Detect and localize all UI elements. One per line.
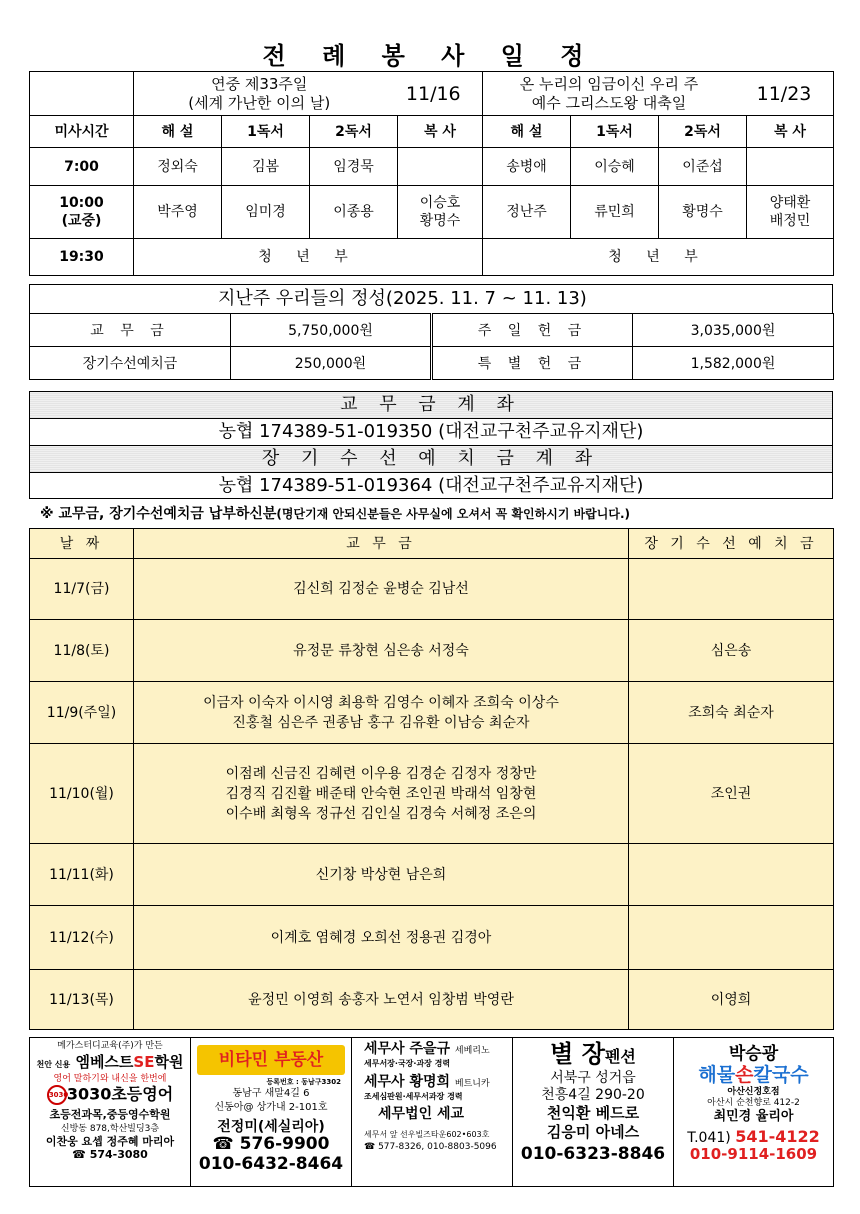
academy-name-a: 엠베스트 — [75, 1053, 134, 1072]
week1-date: 11/16 — [385, 75, 482, 113]
tax-firm: 세무법인 세교 — [378, 1105, 465, 1122]
tax-desc2: 조세심판원·세무서과장 경력 — [364, 1092, 463, 1102]
week1-feast-line2: (세계 가난한 이의 날) — [188, 93, 331, 112]
donor-row — [30, 844, 834, 906]
role-header: 1독서 — [222, 116, 310, 148]
academy-slogan: 영어 말하기와 내신을 한번에 — [53, 1073, 167, 1084]
noodle-mobile: 010-9114-1609 — [689, 1145, 818, 1164]
week2-feast-line1: 온 누리의 임금이신 우리 주 — [519, 74, 699, 93]
noodle-brand-b: 손 — [735, 1063, 754, 1086]
page-title: 전 례 봉 사 일 정 — [262, 42, 598, 70]
mass-time-value: 10:00 — [59, 195, 104, 211]
account1-value: 농협 174389-51-019350 (대전교구천주교유지재단) — [29, 418, 833, 445]
donor-kyomu: 이계호 염혜경 오희선 정용권 김경아 — [134, 906, 629, 970]
account2-value: 농협 174389-51-019364 (대전교구천주교유지재단) — [29, 472, 833, 499]
academy-logo-icon: 3030 — [47, 1085, 67, 1105]
server-name: 임경묵 — [310, 148, 398, 186]
week1-feast-line1: 연중 제33주일 — [211, 74, 308, 93]
noodle-brand — [674, 1065, 833, 1087]
pension-phone: 010-6323-8846 — [520, 1144, 666, 1165]
server-name: 이준섭 — [659, 148, 747, 186]
academy-owners: 이찬웅 요셉 정주혜 마리아 — [45, 1134, 175, 1148]
realty-banner: 비타민 부동산 — [197, 1045, 345, 1075]
donor-repair — [629, 844, 834, 906]
notice-main: ※ 교무금, 장기수선예치금 납부하신분 — [40, 506, 277, 522]
donor-repair: 심은송 — [629, 620, 834, 682]
notice — [40, 503, 630, 523]
noodle-address: 아산시 순천향로 412-2 — [707, 1097, 800, 1108]
donor-row — [30, 906, 834, 970]
account2-title: 장 기 수 선 예 치 금 계 좌 — [29, 445, 833, 472]
ads-table — [29, 1037, 834, 1187]
pension-address1: 서북구 성거읍 — [550, 1069, 636, 1086]
role-header: 해 설 — [134, 116, 222, 148]
academy-name-se: SE — [133, 1053, 155, 1072]
noodle-phone-prefix: T.041) — [687, 1130, 731, 1147]
donor-col-kyomu: 교 무 금 — [134, 529, 629, 559]
donor-table — [29, 528, 834, 1030]
donor-date: 11/12(수) — [30, 906, 134, 970]
donor-col-repair: 장 기 수 선 예 치 금 — [629, 529, 834, 559]
donor-header-row — [30, 529, 834, 559]
server-name: 황명수 — [659, 186, 747, 239]
academy-name — [30, 1054, 190, 1071]
mass-time: 19:30 — [30, 239, 134, 276]
donor-date: 11/8(토) — [30, 620, 134, 682]
realty-address2: 신동아@ 상가내 2-101호 — [214, 1101, 328, 1113]
role-header: 복 사 — [398, 116, 483, 148]
schedule-row — [30, 148, 834, 186]
academy-tagline: 메가스터디교육(주)가 만든 — [57, 1041, 163, 1051]
server-name — [398, 148, 483, 186]
realty-mobile: 010-6432-8464 — [198, 1153, 344, 1174]
donor-row — [30, 620, 834, 682]
schedule-row — [30, 186, 834, 239]
pension-brand — [513, 1041, 673, 1069]
donor-kyomu: 김신희 김정순 윤병순 김남선 — [134, 559, 629, 620]
offering-value: 1,582,000원 — [633, 347, 834, 380]
noodle-brand-a: 해물 — [698, 1063, 736, 1086]
realty-owner: 전정미(세실리아) — [217, 1119, 325, 1136]
week2-header — [483, 72, 834, 116]
empty-corner — [30, 72, 134, 116]
donor-date: 11/10(월) — [30, 744, 134, 844]
academy-phone: ☎ 574-3080 — [72, 1147, 148, 1161]
academy-address: 신방동 878,학산빌딩3층 — [60, 1123, 160, 1134]
pension-owner1: 천익환 베드로 — [546, 1103, 640, 1122]
role-header: 2독서 — [659, 116, 747, 148]
offering-value: 3,035,000원 — [633, 314, 834, 347]
offering-value: 250,000원 — [231, 347, 432, 380]
offering-label: 장기수선예치금 — [30, 347, 231, 380]
academy-subjects: 초등전과목,중등영수학원 — [49, 1107, 171, 1121]
youth-group-week2: 청 년 부 — [483, 239, 834, 276]
academy-name-b: 학원 — [154, 1053, 184, 1072]
ad-tax — [352, 1038, 513, 1187]
noodle-phone — [674, 1128, 833, 1146]
offerings-title: 지난주 우리들의 정성(2025. 11. 7 ~ 11. 13) — [29, 284, 833, 313]
donor-date: 11/7(금) — [30, 559, 134, 620]
offering-row — [30, 314, 834, 347]
server-name — [747, 148, 834, 186]
youth-group-week1: 청 년 부 — [134, 239, 483, 276]
role-header: 복 사 — [747, 116, 834, 148]
realty-address1: 동남구 새말4길 6 — [232, 1088, 310, 1100]
server-name: 양태환 배정민 — [747, 186, 834, 239]
noodle-name: 박승광 — [728, 1044, 779, 1064]
ad-academy — [30, 1038, 191, 1187]
noodle-owner: 최민경 율리아 — [713, 1109, 794, 1125]
donor-kyomu: 유정문 류창현 심은송 서정숙 — [134, 620, 629, 682]
offerings-table — [29, 313, 834, 380]
liturgy-schedule-table — [29, 71, 834, 276]
realty-reg: 등록번호 : 동남구3302 — [266, 1078, 341, 1086]
realty-phone: ☎ 576-9900 — [212, 1134, 330, 1155]
week2-feast-line2: 예수 그리스도왕 대축일 — [531, 93, 687, 112]
week1-header — [134, 72, 483, 116]
donor-kyomu: 이금자 이숙자 이시영 최용학 김영수 이혜자 조희숙 이상수 진홍철 심은주 권종남 홍구 김유환 이남승 최순자 — [134, 682, 629, 744]
tax-name1: 세무사 주을규 — [364, 1041, 451, 1057]
week2-date: 11/23 — [735, 75, 833, 113]
role-header: 1독서 — [571, 116, 659, 148]
donor-repair: 이영희 — [629, 970, 834, 1030]
tax-name1-row — [364, 1041, 512, 1057]
tax-name1-en: 세베리노 — [454, 1046, 490, 1056]
tax-desc1: 세무서장·국장·과장 경력 — [364, 1059, 451, 1069]
mass-time-note: (교중) — [61, 213, 102, 229]
academy-name2: 3030초등영어 — [66, 1084, 174, 1104]
mass-time: 7:00 — [30, 148, 134, 186]
pension-owner2: 김응미 아네스 — [546, 1123, 640, 1142]
tax-name2-en: 베트니카 — [454, 1079, 490, 1090]
donor-kyomu: 이점례 신금진 김혜련 이우용 김경순 김정자 정창만 김경직 김진활 배준태 안숙현 조인권 박래석 임창현 이수배 최형옥 정규선 김인실 김경숙 서혜정 조은의 — [134, 744, 629, 844]
donor-date: 11/9(주일) — [30, 682, 134, 744]
noodle-phone-number: 541-4122 — [735, 1127, 820, 1147]
donor-date: 11/13(목) — [30, 970, 134, 1030]
server-name: 송병애 — [483, 148, 571, 186]
offering-label: 주 일 헌 금 — [432, 314, 633, 347]
donor-kyomu: 윤정민 이영희 송홍자 노연서 임창범 박영란 — [134, 970, 629, 1030]
donor-repair — [629, 906, 834, 970]
mass-time-header: 미사시간 — [30, 116, 134, 148]
donor-row — [30, 682, 834, 744]
server-name: 정외숙 — [134, 148, 222, 186]
tax-name2: 세무사 황명희 — [364, 1074, 451, 1091]
server-name: 정난주 — [483, 186, 571, 239]
account1-title: 교 무 금 계 좌 — [29, 391, 833, 418]
offering-value: 5,750,000원 — [231, 314, 432, 347]
academy-prefix: 천안 신용 — [36, 1060, 71, 1070]
offering-label: 특 별 헌 금 — [432, 347, 633, 380]
youth-row — [30, 239, 834, 276]
noodle-branch: 아산신정호점 — [727, 1087, 780, 1098]
ad-noodle — [674, 1038, 834, 1187]
tax-address: 세무서 앞 선우빌즈타운602•603호 — [364, 1129, 490, 1139]
tax-phone: ☎ 577-8326, 010-8803-5096 — [364, 1141, 497, 1152]
notice-small: (명단기재 안되신분들은 사무실에 오셔서 꼭 확인하시기 바랍니다.) — [276, 507, 631, 521]
pension-brand-suffix: 펜션 — [604, 1047, 636, 1066]
donor-kyomu: 신기창 박상현 남은희 — [134, 844, 629, 906]
donor-col-date: 날 짜 — [30, 529, 134, 559]
offering-label: 교 무 금 — [30, 314, 231, 347]
donor-row — [30, 559, 834, 620]
server-name: 김봄 — [222, 148, 310, 186]
server-name: 이종용 — [310, 186, 398, 239]
tax-name2-row — [364, 1074, 512, 1090]
noodle-brand-c: 칼국수 — [753, 1063, 809, 1086]
donor-date: 11/11(화) — [30, 844, 134, 906]
pension-brand-name: 별 장 — [550, 1040, 605, 1068]
donor-repair — [629, 559, 834, 620]
server-name: 이승호 황명수 — [398, 186, 483, 239]
donor-repair: 조희숙 최순자 — [629, 682, 834, 744]
server-name: 류민희 — [571, 186, 659, 239]
server-name: 이승혜 — [571, 148, 659, 186]
donor-row — [30, 970, 834, 1030]
ad-realty — [191, 1038, 352, 1187]
role-header: 해 설 — [483, 116, 571, 148]
offering-row — [30, 347, 834, 380]
academy-name2-row — [30, 1085, 190, 1105]
server-name: 박주영 — [134, 186, 222, 239]
pension-address2: 천흥4길 290-20 — [541, 1086, 645, 1103]
server-name: 임미경 — [222, 186, 310, 239]
donor-repair: 조인권 — [629, 744, 834, 844]
role-header: 2독서 — [310, 116, 398, 148]
donor-row — [30, 744, 834, 844]
ad-pension — [513, 1038, 674, 1187]
mass-time — [30, 186, 134, 239]
